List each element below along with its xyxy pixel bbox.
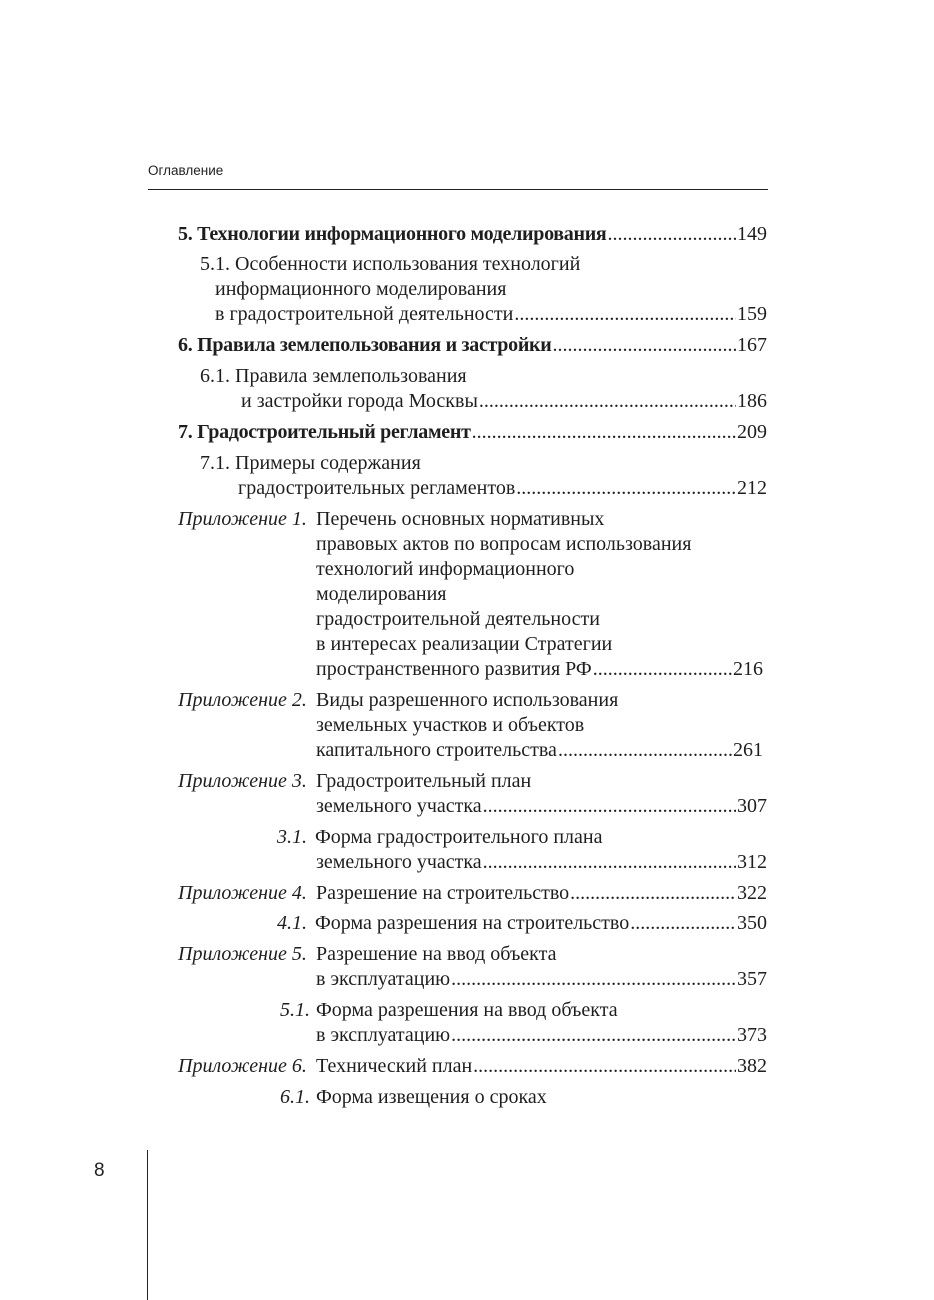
toc-line[interactable]: Перечень основных нормативных [316, 508, 605, 530]
dot-leader [483, 850, 736, 875]
toc-entry-ch7[interactable] [178, 420, 767, 445]
toc-page: 209 [737, 421, 767, 443]
toc-page: 357 [737, 968, 767, 990]
toc-entry-app1[interactable] [316, 657, 763, 682]
toc-page: 212 [737, 477, 767, 499]
dot-leader [483, 794, 736, 819]
toc-line: в эксплуатацию [316, 1024, 451, 1046]
toc-line[interactable]: Виды разрешенного использования [316, 689, 619, 711]
toc-line[interactable]: 7.1. Примеры содержания [200, 452, 421, 474]
dot-leader [570, 881, 736, 906]
toc-line: земельного участка [316, 851, 482, 873]
appendix-label: Приложение 6. [178, 1055, 307, 1077]
toc-line[interactable]: 6.1. Правила землепользования [200, 365, 467, 387]
toc-entry-app5[interactable] [316, 967, 767, 992]
toc-line[interactable]: Форма градостроительного плана [315, 826, 603, 848]
toc-line[interactable]: 5.1. Особенности использования технологий [200, 253, 581, 275]
appendix-label: 6.1. [280, 1086, 310, 1108]
toc-title: 5. Технологии информационного моделирования [178, 223, 607, 245]
toc-line[interactable]: земельных участков и объектов [316, 714, 585, 736]
dot-leader [516, 476, 736, 501]
toc-page: 382 [737, 1055, 767, 1077]
toc-entry-app3[interactable] [316, 794, 767, 819]
running-head: Оглавление [148, 163, 224, 178]
toc-page: 186 [737, 390, 767, 412]
toc-line[interactable]: технологий информационного [316, 558, 575, 580]
dot-leader [451, 967, 736, 992]
toc-page: 312 [737, 851, 767, 873]
toc-entry-app6[interactable] [316, 1054, 767, 1079]
toc-line[interactable]: в интересах реализации Стратегии [316, 633, 613, 655]
dot-leader [593, 657, 732, 682]
appendix-label: Приложение 5. [178, 943, 307, 965]
toc-line: в градостроительной деятельности [215, 303, 514, 325]
toc-page: 322 [737, 882, 767, 904]
appendix-label: Приложение 4. [178, 882, 307, 904]
appendix-label: Приложение 3. [178, 770, 307, 792]
header-rule [148, 189, 768, 190]
toc-entry-app4[interactable] [316, 881, 767, 906]
toc-line[interactable]: Разрешение на ввод объекта [316, 943, 557, 965]
toc-line: и застройки города Москвы [241, 390, 478, 412]
toc-page: 307 [737, 795, 767, 817]
dot-leader [630, 911, 736, 936]
toc-entry-ch5[interactable] [178, 222, 767, 247]
toc-line: Технический план [316, 1055, 473, 1077]
toc-line: капитального строительства [316, 739, 557, 761]
toc-line[interactable]: Форма извещения о сроках [316, 1086, 547, 1108]
toc-entry-5-1[interactable] [215, 302, 767, 327]
toc-line[interactable]: моделирования [316, 583, 447, 605]
toc-line: в эксплуатацию [316, 968, 451, 990]
toc-line[interactable]: правовых актов по вопросам использования [316, 533, 692, 555]
toc-line: Форма разрешения на строительство [315, 912, 630, 934]
appendix-label: Приложение 1. [178, 508, 307, 530]
appendix-label: 3.1. [277, 826, 307, 848]
dot-leader [479, 389, 736, 414]
toc-title: 6. Правила землепользования и застройки [178, 334, 552, 356]
toc-line: земельного участка [316, 795, 482, 817]
toc-title: 7. Градостроительный регламент [178, 421, 471, 443]
toc-entry-app3-1[interactable] [316, 850, 767, 875]
toc-entry-ch6[interactable] [178, 333, 767, 358]
toc-line[interactable]: градостроительной деятельности [316, 608, 600, 630]
appendix-label: Приложение 2. [178, 689, 307, 711]
toc-page: 373 [737, 1024, 767, 1046]
toc-line: пространственного развития РФ [316, 658, 592, 680]
toc-entry-app5-1[interactable] [316, 1023, 767, 1048]
toc-page: 149 [737, 223, 767, 245]
appendix-label: 5.1. [280, 999, 310, 1021]
toc-page: 350 [737, 912, 767, 934]
toc-line: градостроительных регламентов [238, 477, 516, 499]
dot-leader [558, 738, 732, 763]
toc-line[interactable]: Градостроительный план [316, 770, 532, 792]
page-number: 8 [94, 1160, 105, 1181]
toc-page: 159 [737, 303, 767, 325]
toc-page: 261 [733, 739, 763, 761]
dot-leader [514, 302, 736, 327]
toc-entry-app2[interactable] [316, 738, 763, 763]
toc-entry-app4-1[interactable] [315, 911, 767, 936]
dot-leader [553, 333, 736, 358]
toc-entry-7-1[interactable] [238, 476, 767, 501]
toc-page: 216 [733, 658, 763, 680]
dot-leader [473, 1054, 736, 1079]
toc-line[interactable]: информационного моделирования [215, 278, 507, 300]
dot-leader [451, 1023, 736, 1048]
toc-line: Разрешение на строительство [316, 882, 570, 904]
dot-leader [472, 420, 736, 445]
toc-entry-6-1[interactable] [241, 389, 767, 414]
toc-page: 167 [737, 334, 767, 356]
dot-leader [607, 222, 736, 247]
toc-line[interactable]: Форма разрешения на ввод объекта [316, 999, 618, 1021]
appendix-label: 4.1. [277, 912, 307, 934]
footer-rule [147, 1150, 148, 1300]
